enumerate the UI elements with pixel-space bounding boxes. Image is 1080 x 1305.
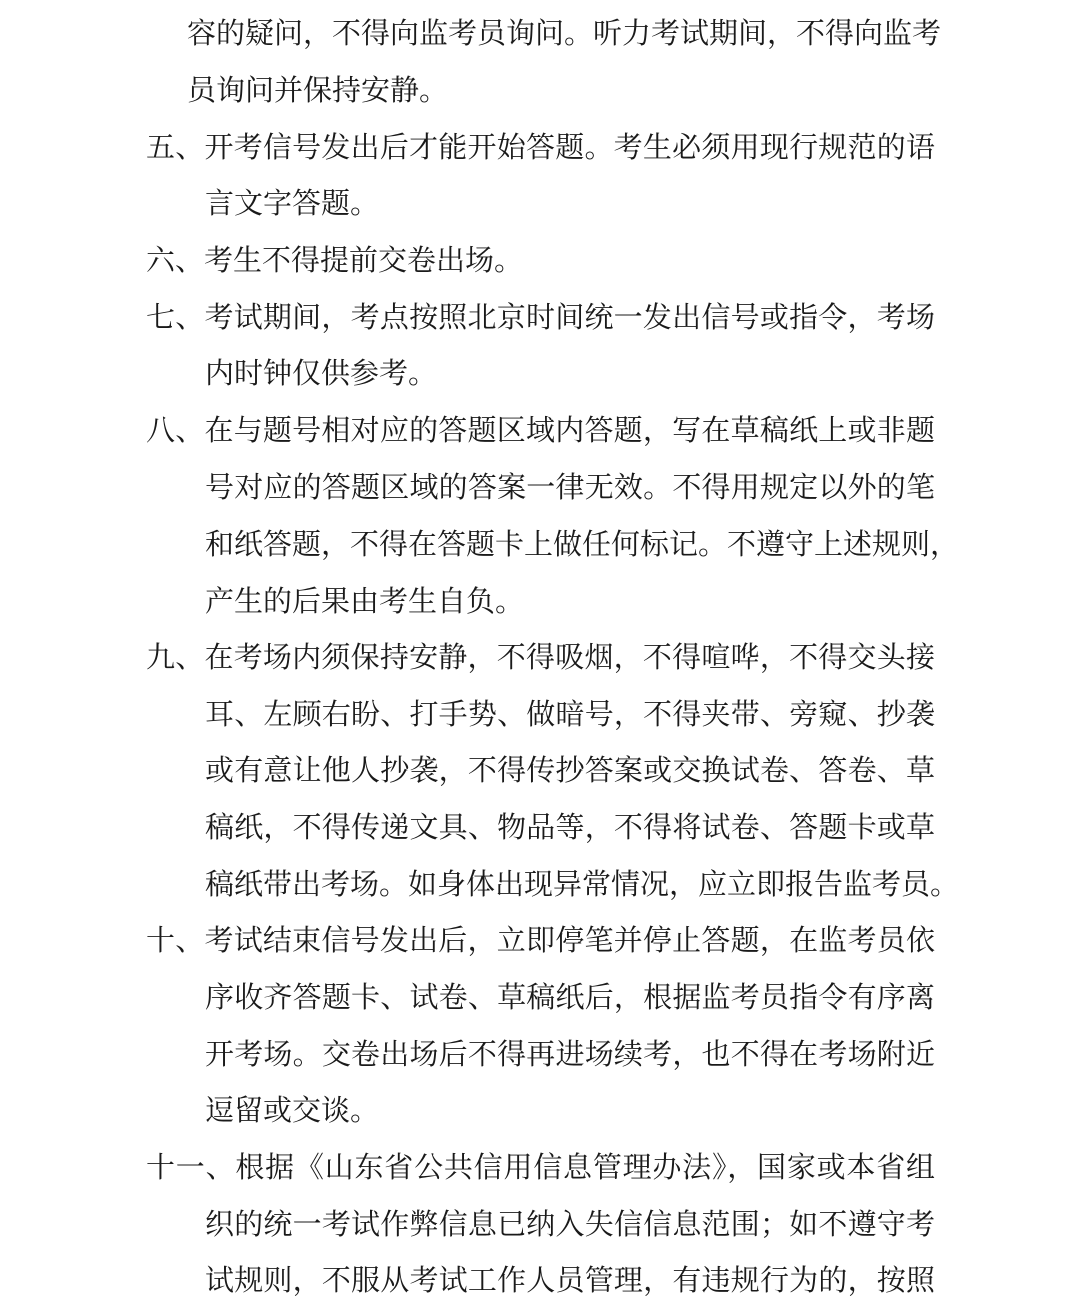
text-line: 或有意让他人抄袭，不得传抄答案或交换试卷、答卷、草 bbox=[205, 753, 935, 787]
text-line: 六、考生不得提前交卷出场。 bbox=[146, 243, 524, 277]
text-line: 员询问并保持安静。 bbox=[187, 73, 449, 107]
text-line: 号对应的答题区域的答案一律无效。不得用规定以外的笔 bbox=[205, 470, 935, 504]
text-line: 耳、左顾右盼、打手势、做暗号，不得夹带、旁窥、抄袭 bbox=[205, 697, 935, 731]
text-line: 五、开考信号发出后才能开始答题。考生必须用现行规范的语 bbox=[146, 130, 935, 164]
text-line: 试规则，不服从考试工作人员管理，有违规行为的，按照 bbox=[205, 1263, 935, 1297]
text-line: 容的疑问，不得向监考员询问。听力考试期间，不得向监考 bbox=[187, 16, 942, 50]
text-line: 内时钟仅供参考。 bbox=[205, 356, 438, 390]
text-line: 织的统一考试作弊信息已纳入失信信息范围；如不遵守考 bbox=[205, 1207, 935, 1241]
text-line: 言文字答题。 bbox=[205, 186, 380, 220]
text-line: 稿纸带出考场。如身体出现异常情况，应立即报告监考员。 bbox=[205, 867, 960, 901]
text-line: 九、在考场内须保持安静，不得吸烟，不得喧哗，不得交头接 bbox=[146, 640, 935, 674]
text-line: 八、在与题号相对应的答题区域内答题，写在草稿纸上或非题 bbox=[146, 413, 935, 447]
text-line: 稿纸，不得传递文具、物品等，不得将试卷、答题卡或草 bbox=[205, 810, 935, 844]
text-line: 序收齐答题卡、试卷、草稿纸后，根据监考员指令有序离 bbox=[205, 980, 935, 1014]
text-line: 十、考试结束信号发出后，立即停笔并停止答题，在监考员依 bbox=[146, 923, 935, 957]
text-line: 产生的后果由考生自负。 bbox=[205, 584, 525, 618]
text-line: 七、考试期间，考点按照北京时间统一发出信号或指令，考场 bbox=[146, 300, 935, 334]
text-line: 十一、根据《山东省公共信用信息管理办法》，国家或本省组 bbox=[146, 1150, 935, 1184]
text-line: 和纸答题，不得在答题卡上做任何标记。不遵守上述规则， bbox=[205, 527, 960, 561]
text-line: 逗留或交谈。 bbox=[205, 1093, 380, 1127]
text-line: 开考场。交卷出场后不得再进场续考，也不得在考场附近 bbox=[205, 1037, 935, 1071]
